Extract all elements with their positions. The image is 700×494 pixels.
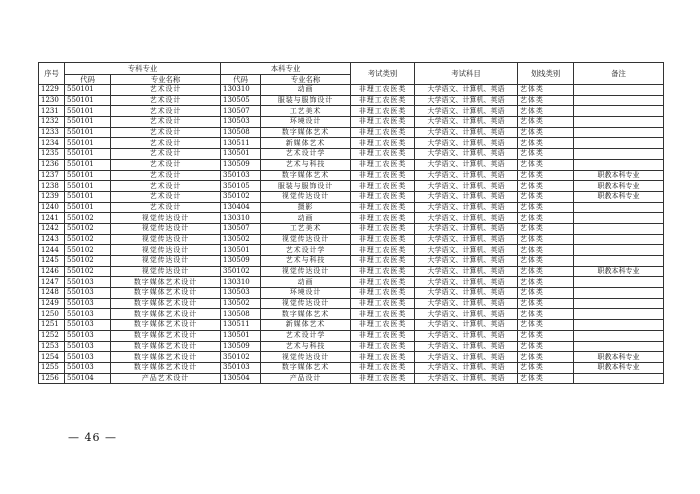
cell-line-type: 艺体类 xyxy=(518,320,574,331)
cell-line-type: 艺体类 xyxy=(518,127,574,138)
header-benke: 本科专业 xyxy=(221,63,351,75)
cell-remark xyxy=(574,320,664,331)
cell-bk-name: 动画 xyxy=(261,85,351,96)
cell-zk-name: 艺术设计 xyxy=(111,127,221,138)
cell-remark xyxy=(574,373,664,384)
cell-bk-name: 产品设计 xyxy=(261,373,351,384)
header-bk-name: 专业名称 xyxy=(261,75,351,85)
cell-exam-type: 非理工农医类 xyxy=(351,277,415,288)
cell-zk-name: 视觉传达设计 xyxy=(111,223,221,234)
cell-remark xyxy=(574,341,664,352)
cell-exam-type: 非理工农医类 xyxy=(351,127,415,138)
header-zk-name: 专业名称 xyxy=(111,75,221,85)
cell-line-type: 艺体类 xyxy=(518,170,574,181)
cell-seq: 1246 xyxy=(39,266,65,277)
cell-seq: 1244 xyxy=(39,245,65,256)
cell-seq: 1230 xyxy=(39,95,65,106)
cell-bk-code: 130505 xyxy=(221,95,261,106)
table-row xyxy=(39,85,664,96)
cell-bk-name: 视觉传达设计 xyxy=(261,191,351,202)
cell-bk-code: 130503 xyxy=(221,117,261,128)
cell-line-type: 艺体类 xyxy=(518,288,574,299)
admission-major-table xyxy=(38,62,664,384)
cell-zk-code: 550101 xyxy=(65,95,111,106)
cell-zk-name: 视觉传达设计 xyxy=(111,256,221,267)
cell-bk-code: 130511 xyxy=(221,320,261,331)
cell-line-type: 艺体类 xyxy=(518,181,574,192)
cell-remark: 职教本科专业 xyxy=(574,266,664,277)
cell-seq: 1240 xyxy=(39,202,65,213)
cell-bk-name: 艺术设计学 xyxy=(261,245,351,256)
cell-zk-name: 视觉传达设计 xyxy=(111,245,221,256)
cell-bk-name: 艺术与科技 xyxy=(261,159,351,170)
table-row xyxy=(39,138,664,149)
table-row xyxy=(39,149,664,160)
cell-zk-code: 550103 xyxy=(65,341,111,352)
cell-exam-subjects: 大学语文、计算机、英语 xyxy=(415,352,518,363)
cell-bk-name: 环境设计 xyxy=(261,288,351,299)
cell-line-type: 艺体类 xyxy=(518,330,574,341)
header-zhuanke: 专科专业 xyxy=(65,63,221,75)
cell-bk-code: 130511 xyxy=(221,138,261,149)
cell-zk-name: 数字媒体艺术设计 xyxy=(111,288,221,299)
cell-exam-subjects: 大学语文、计算机、英语 xyxy=(415,277,518,288)
cell-exam-type: 非理工农医类 xyxy=(351,117,415,128)
cell-exam-type: 非理工农医类 xyxy=(351,266,415,277)
cell-exam-type: 非理工农医类 xyxy=(351,352,415,363)
cell-seq: 1235 xyxy=(39,149,65,160)
cell-exam-type: 非理工农医类 xyxy=(351,245,415,256)
cell-bk-name: 艺术设计学 xyxy=(261,330,351,341)
cell-seq: 1231 xyxy=(39,106,65,117)
cell-remark xyxy=(574,213,664,224)
cell-seq: 1238 xyxy=(39,181,65,192)
cell-bk-name: 工艺美术 xyxy=(261,223,351,234)
cell-exam-subjects: 大学语文、计算机、英语 xyxy=(415,298,518,309)
cell-exam-type: 非理工农医类 xyxy=(351,234,415,245)
cell-zk-name: 数字媒体艺术设计 xyxy=(111,362,221,373)
cell-exam-subjects: 大学语文、计算机、英语 xyxy=(415,223,518,234)
cell-seq: 1248 xyxy=(39,288,65,299)
cell-remark xyxy=(574,245,664,256)
header-exam-subjects: 考试科目 xyxy=(415,63,518,85)
table-row xyxy=(39,373,664,384)
cell-zk-code: 550103 xyxy=(65,288,111,299)
cell-exam-subjects: 大学语文、计算机、英语 xyxy=(415,373,518,384)
cell-seq: 1252 xyxy=(39,330,65,341)
cell-bk-name: 工艺美术 xyxy=(261,106,351,117)
table-row xyxy=(39,106,664,117)
cell-bk-code: 130503 xyxy=(221,288,261,299)
cell-bk-name: 环境设计 xyxy=(261,117,351,128)
cell-bk-name: 数字媒体艺术 xyxy=(261,309,351,320)
cell-remark xyxy=(574,106,664,117)
table-row xyxy=(39,117,664,128)
cell-exam-subjects: 大学语文、计算机、英语 xyxy=(415,127,518,138)
cell-zk-code: 550102 xyxy=(65,245,111,256)
cell-bk-code: 130404 xyxy=(221,202,261,213)
cell-zk-code: 550101 xyxy=(65,117,111,128)
cell-bk-code: 130502 xyxy=(221,234,261,245)
cell-zk-code: 550101 xyxy=(65,159,111,170)
cell-exam-subjects: 大学语文、计算机、英语 xyxy=(415,159,518,170)
cell-bk-code: 130509 xyxy=(221,159,261,170)
cell-zk-code: 550101 xyxy=(65,191,111,202)
cell-line-type: 艺体类 xyxy=(518,149,574,160)
table-row xyxy=(39,181,664,192)
cell-remark xyxy=(574,85,664,96)
table-row xyxy=(39,277,664,288)
cell-seq: 1237 xyxy=(39,170,65,181)
cell-zk-name: 视觉传达设计 xyxy=(111,234,221,245)
cell-exam-subjects: 大学语文、计算机、英语 xyxy=(415,330,518,341)
table-row xyxy=(39,234,664,245)
table-row xyxy=(39,127,664,138)
cell-zk-name: 艺术设计 xyxy=(111,138,221,149)
cell-bk-name: 艺术设计学 xyxy=(261,149,351,160)
cell-exam-subjects: 大学语文、计算机、英语 xyxy=(415,138,518,149)
cell-exam-type: 非理工农医类 xyxy=(351,85,415,96)
cell-remark xyxy=(574,309,664,320)
table-row xyxy=(39,223,664,234)
cell-exam-subjects: 大学语文、计算机、英语 xyxy=(415,95,518,106)
cell-exam-type: 非理工农医类 xyxy=(351,213,415,224)
cell-remark xyxy=(574,234,664,245)
cell-seq: 1251 xyxy=(39,320,65,331)
cell-exam-subjects: 大学语文、计算机、英语 xyxy=(415,234,518,245)
cell-seq: 1256 xyxy=(39,373,65,384)
cell-exam-subjects: 大学语文、计算机、英语 xyxy=(415,202,518,213)
cell-exam-type: 非理工农医类 xyxy=(351,223,415,234)
cell-zk-name: 产品艺术设计 xyxy=(111,373,221,384)
table-row xyxy=(39,266,664,277)
cell-remark xyxy=(574,202,664,213)
cell-remark xyxy=(574,149,664,160)
cell-exam-type: 非理工农医类 xyxy=(351,159,415,170)
cell-exam-type: 非理工农医类 xyxy=(351,106,415,117)
cell-zk-name: 艺术设计 xyxy=(111,117,221,128)
cell-zk-name: 数字媒体艺术设计 xyxy=(111,330,221,341)
cell-remark: 职教本科专业 xyxy=(574,352,664,363)
cell-bk-code: 130310 xyxy=(221,277,261,288)
cell-line-type: 艺体类 xyxy=(518,256,574,267)
cell-seq: 1241 xyxy=(39,213,65,224)
cell-zk-name: 数字媒体艺术设计 xyxy=(111,341,221,352)
cell-bk-code: 350102 xyxy=(221,191,261,202)
cell-bk-code: 130507 xyxy=(221,223,261,234)
table-row xyxy=(39,362,664,373)
cell-exam-subjects: 大学语文、计算机、英语 xyxy=(415,117,518,128)
cell-exam-subjects: 大学语文、计算机、英语 xyxy=(415,266,518,277)
cell-bk-name: 艺术与科技 xyxy=(261,341,351,352)
cell-remark xyxy=(574,223,664,234)
cell-remark xyxy=(574,298,664,309)
cell-zk-code: 550103 xyxy=(65,320,111,331)
header-bk-code: 代码 xyxy=(221,75,261,85)
cell-exam-subjects: 大学语文、计算机、英语 xyxy=(415,149,518,160)
cell-seq: 1250 xyxy=(39,309,65,320)
cell-bk-name: 数字媒体艺术 xyxy=(261,127,351,138)
header-remark: 备注 xyxy=(574,63,664,85)
cell-bk-code: 130508 xyxy=(221,127,261,138)
cell-remark: 职教本科专业 xyxy=(574,181,664,192)
cell-zk-code: 550102 xyxy=(65,256,111,267)
table-row xyxy=(39,309,664,320)
cell-zk-code: 550101 xyxy=(65,149,111,160)
cell-seq: 1233 xyxy=(39,127,65,138)
cell-seq: 1243 xyxy=(39,234,65,245)
cell-exam-subjects: 大学语文、计算机、英语 xyxy=(415,341,518,352)
cell-remark: 职教本科专业 xyxy=(574,170,664,181)
cell-zk-name: 艺术设计 xyxy=(111,106,221,117)
cell-line-type: 艺体类 xyxy=(518,309,574,320)
cell-bk-code: 130502 xyxy=(221,298,261,309)
cell-seq: 1242 xyxy=(39,223,65,234)
cell-remark xyxy=(574,256,664,267)
cell-bk-name: 摄影 xyxy=(261,202,351,213)
cell-bk-name: 动画 xyxy=(261,213,351,224)
cell-line-type: 艺体类 xyxy=(518,202,574,213)
cell-exam-type: 非理工农医类 xyxy=(351,191,415,202)
cell-bk-name: 视觉传达设计 xyxy=(261,352,351,363)
table-row xyxy=(39,341,664,352)
cell-bk-name: 数字媒体艺术 xyxy=(261,170,351,181)
cell-bk-code: 130310 xyxy=(221,85,261,96)
cell-zk-name: 数字媒体艺术设计 xyxy=(111,352,221,363)
cell-zk-code: 550101 xyxy=(65,85,111,96)
cell-exam-subjects: 大学语文、计算机、英语 xyxy=(415,181,518,192)
cell-zk-code: 550101 xyxy=(65,138,111,149)
cell-seq: 1253 xyxy=(39,341,65,352)
header-zk-code: 代码 xyxy=(65,75,111,85)
page-number: — 46 — xyxy=(68,431,117,444)
cell-seq: 1236 xyxy=(39,159,65,170)
cell-exam-type: 非理工农医类 xyxy=(351,320,415,331)
cell-line-type: 艺体类 xyxy=(518,266,574,277)
cell-bk-code: 130501 xyxy=(221,149,261,160)
cell-exam-type: 非理工农医类 xyxy=(351,373,415,384)
table-row xyxy=(39,256,664,267)
cell-zk-name: 艺术设计 xyxy=(111,149,221,160)
table-row xyxy=(39,159,664,170)
cell-line-type: 艺体类 xyxy=(518,85,574,96)
cell-bk-code: 350102 xyxy=(221,266,261,277)
cell-remark xyxy=(574,127,664,138)
cell-seq: 1254 xyxy=(39,352,65,363)
cell-exam-type: 非理工农医类 xyxy=(351,138,415,149)
cell-line-type: 艺体类 xyxy=(518,352,574,363)
cell-bk-code: 350103 xyxy=(221,170,261,181)
cell-exam-subjects: 大学语文、计算机、英语 xyxy=(415,288,518,299)
table-row xyxy=(39,288,664,299)
table-row xyxy=(39,95,664,106)
cell-seq: 1229 xyxy=(39,85,65,96)
cell-bk-name: 视觉传达设计 xyxy=(261,298,351,309)
cell-zk-code: 550103 xyxy=(65,330,111,341)
cell-zk-name: 艺术设计 xyxy=(111,181,221,192)
cell-line-type: 艺体类 xyxy=(518,277,574,288)
cell-line-type: 艺体类 xyxy=(518,117,574,128)
cell-bk-code: 130501 xyxy=(221,245,261,256)
cell-bk-name: 数字媒体艺术 xyxy=(261,362,351,373)
cell-line-type: 艺体类 xyxy=(518,213,574,224)
cell-exam-type: 非理工农医类 xyxy=(351,362,415,373)
cell-zk-name: 数字媒体艺术设计 xyxy=(111,277,221,288)
cell-exam-type: 非理工农医类 xyxy=(351,95,415,106)
cell-zk-name: 艺术设计 xyxy=(111,95,221,106)
cell-line-type: 艺体类 xyxy=(518,373,574,384)
cell-zk-name: 艺术设计 xyxy=(111,85,221,96)
cell-zk-code: 550103 xyxy=(65,309,111,320)
cell-exam-type: 非理工农医类 xyxy=(351,181,415,192)
cell-zk-code: 550102 xyxy=(65,234,111,245)
cell-exam-subjects: 大学语文、计算机、英语 xyxy=(415,362,518,373)
cell-zk-code: 550103 xyxy=(65,362,111,373)
cell-zk-code: 550101 xyxy=(65,181,111,192)
table-header xyxy=(39,63,664,85)
cell-exam-subjects: 大学语文、计算机、英语 xyxy=(415,106,518,117)
cell-line-type: 艺体类 xyxy=(518,362,574,373)
table-row xyxy=(39,330,664,341)
cell-bk-code: 130504 xyxy=(221,373,261,384)
cell-exam-type: 非理工农医类 xyxy=(351,341,415,352)
cell-exam-subjects: 大学语文、计算机、英语 xyxy=(415,191,518,202)
cell-bk-name: 动画 xyxy=(261,277,351,288)
cell-bk-code: 130509 xyxy=(221,256,261,267)
cell-zk-name: 数字媒体艺术设计 xyxy=(111,309,221,320)
table-row xyxy=(39,202,664,213)
cell-remark xyxy=(574,277,664,288)
cell-exam-type: 非理工农医类 xyxy=(351,202,415,213)
cell-exam-type: 非理工农医类 xyxy=(351,330,415,341)
cell-bk-code: 350105 xyxy=(221,181,261,192)
cell-remark: 职教本科专业 xyxy=(574,362,664,373)
cell-remark: 职教本科专业 xyxy=(574,191,664,202)
table-row xyxy=(39,245,664,256)
cell-bk-name: 新媒体艺术 xyxy=(261,320,351,331)
cell-zk-code: 550101 xyxy=(65,106,111,117)
cell-seq: 1245 xyxy=(39,256,65,267)
table-row xyxy=(39,170,664,181)
cell-bk-name: 新媒体艺术 xyxy=(261,138,351,149)
cell-remark xyxy=(574,138,664,149)
cell-bk-name: 艺术与科技 xyxy=(261,256,351,267)
header-seq: 序号 xyxy=(39,63,65,85)
cell-remark xyxy=(574,330,664,341)
cell-zk-name: 数字媒体艺术设计 xyxy=(111,298,221,309)
cell-line-type: 艺体类 xyxy=(518,341,574,352)
cell-zk-name: 视觉传达设计 xyxy=(111,266,221,277)
cell-line-type: 艺体类 xyxy=(518,245,574,256)
cell-exam-type: 非理工农医类 xyxy=(351,149,415,160)
cell-line-type: 艺体类 xyxy=(518,223,574,234)
header-line-type: 划线类别 xyxy=(518,63,574,85)
table-row xyxy=(39,298,664,309)
cell-bk-name: 服装与服饰设计 xyxy=(261,95,351,106)
cell-exam-subjects: 大学语文、计算机、英语 xyxy=(415,256,518,267)
cell-bk-code: 130508 xyxy=(221,309,261,320)
cell-seq: 1247 xyxy=(39,277,65,288)
cell-line-type: 艺体类 xyxy=(518,234,574,245)
table-row xyxy=(39,352,664,363)
cell-zk-name: 艺术设计 xyxy=(111,159,221,170)
cell-zk-name: 艺术设计 xyxy=(111,191,221,202)
cell-zk-name: 数字媒体艺术设计 xyxy=(111,320,221,331)
cell-seq: 1232 xyxy=(39,117,65,128)
cell-remark xyxy=(574,288,664,299)
table-row xyxy=(39,191,664,202)
cell-seq: 1255 xyxy=(39,362,65,373)
cell-zk-code: 550103 xyxy=(65,298,111,309)
cell-zk-name: 视觉传达设计 xyxy=(111,213,221,224)
cell-seq: 1234 xyxy=(39,138,65,149)
cell-line-type: 艺体类 xyxy=(518,106,574,117)
cell-remark xyxy=(574,159,664,170)
header-exam-type: 考试类别 xyxy=(351,63,415,85)
cell-bk-code: 130509 xyxy=(221,341,261,352)
cell-remark xyxy=(574,117,664,128)
cell-bk-name: 服装与服饰设计 xyxy=(261,181,351,192)
cell-line-type: 艺体类 xyxy=(518,298,574,309)
cell-line-type: 艺体类 xyxy=(518,159,574,170)
cell-line-type: 艺体类 xyxy=(518,191,574,202)
cell-zk-code: 550102 xyxy=(65,213,111,224)
cell-exam-subjects: 大学语文、计算机、英语 xyxy=(415,85,518,96)
cell-exam-type: 非理工农医类 xyxy=(351,309,415,320)
cell-bk-name: 视觉传达设计 xyxy=(261,266,351,277)
cell-exam-subjects: 大学语文、计算机、英语 xyxy=(415,245,518,256)
cell-zk-code: 550104 xyxy=(65,373,111,384)
cell-zk-name: 艺术设计 xyxy=(111,170,221,181)
cell-remark xyxy=(574,95,664,106)
cell-bk-code: 130310 xyxy=(221,213,261,224)
cell-zk-code: 550102 xyxy=(65,223,111,234)
table-row xyxy=(39,320,664,331)
cell-exam-subjects: 大学语文、计算机、英语 xyxy=(415,213,518,224)
cell-zk-code: 550103 xyxy=(65,352,111,363)
cell-zk-name: 艺术设计 xyxy=(111,202,221,213)
cell-bk-code: 350103 xyxy=(221,362,261,373)
cell-seq: 1239 xyxy=(39,191,65,202)
cell-exam-subjects: 大学语文、计算机、英语 xyxy=(415,170,518,181)
table-row xyxy=(39,213,664,224)
cell-bk-code: 350102 xyxy=(221,352,261,363)
cell-line-type: 艺体类 xyxy=(518,138,574,149)
cell-exam-type: 非理工农医类 xyxy=(351,288,415,299)
cell-zk-code: 550101 xyxy=(65,170,111,181)
cell-zk-code: 550101 xyxy=(65,202,111,213)
cell-exam-subjects: 大学语文、计算机、英语 xyxy=(415,320,518,331)
cell-exam-subjects: 大学语文、计算机、英语 xyxy=(415,309,518,320)
cell-exam-type: 非理工农医类 xyxy=(351,298,415,309)
cell-bk-name: 视觉传达设计 xyxy=(261,234,351,245)
cell-line-type: 艺体类 xyxy=(518,95,574,106)
cell-exam-type: 非理工农医类 xyxy=(351,170,415,181)
cell-seq: 1249 xyxy=(39,298,65,309)
cell-zk-code: 550103 xyxy=(65,277,111,288)
cell-zk-code: 550101 xyxy=(65,127,111,138)
table-body xyxy=(39,85,664,384)
cell-bk-code: 130507 xyxy=(221,106,261,117)
cell-exam-type: 非理工农医类 xyxy=(351,256,415,267)
cell-bk-code: 130501 xyxy=(221,330,261,341)
cell-zk-code: 550102 xyxy=(65,266,111,277)
